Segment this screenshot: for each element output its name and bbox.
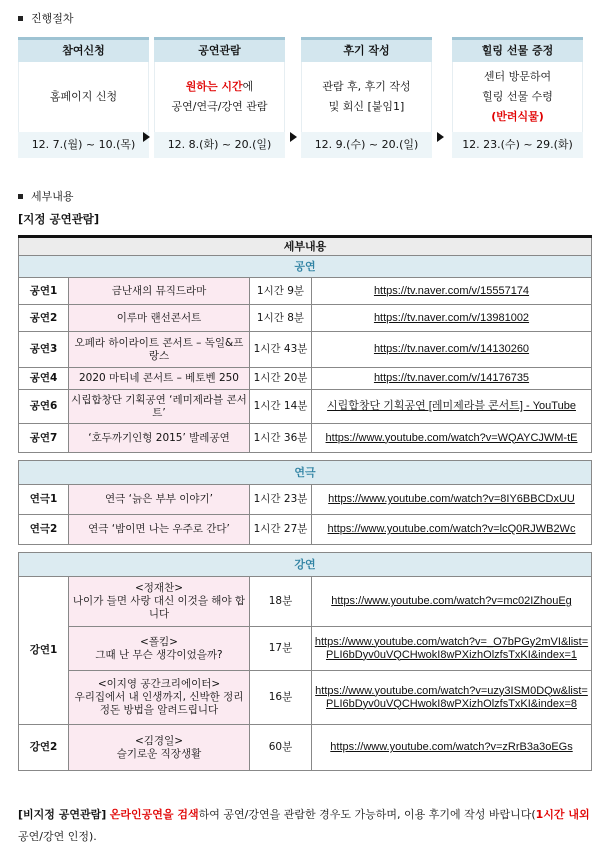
details-table	[18, 235, 592, 771]
video-link[interactable]: https://www.youtube.com/watch?v=8IY6BBCDxUU	[328, 493, 575, 505]
step-date: 12. 9.(수) ~ 20.(일)	[314, 138, 419, 151]
category-lecture: 강연	[19, 553, 592, 577]
step-title: 후기 작성	[301, 37, 432, 62]
table-row: 연극2 연극 ‘밤이면 나는 우주로 간다’ 1시간 27분 https://www.youtube.com/watch?v=lcQ0RJWB2Wc	[19, 515, 592, 545]
video-link[interactable]: https://www.youtube.com/watch?v=mc02IZhouEg	[331, 595, 572, 607]
video-link[interactable]: https://tv.naver.com/v/15557174	[373, 284, 530, 297]
bullet-square-icon	[18, 16, 23, 21]
video-link[interactable]: https://tv.naver.com/v/14130260	[373, 343, 530, 355]
video-link[interactable]: https://tv.naver.com/v/14176735	[373, 372, 530, 384]
video-link[interactable]: https://tv.naver.com/v/13981002	[373, 311, 530, 324]
step-apply	[18, 37, 149, 158]
video-link[interactable]: https://www.youtube.com/watch?v=_O7bPGy2mVI&list=PLI6bDyv0uVQCHwokI8wPXizhOlzfsTxKI&index=1	[314, 635, 589, 661]
step-title: 공연관람	[154, 37, 285, 62]
video-link[interactable]: https://www.youtube.com/watch?v=zRrB3a3oEGs	[330, 741, 573, 753]
step-date: 12. 7.(월) ~ 10.(목)	[31, 138, 136, 151]
details-heading: 세부내용	[18, 188, 74, 204]
table-row: 공연4 2020 마티네 콘서트 – 베토벤 250 1시간 20분 https://tv.naver.com/v/14176735	[19, 368, 592, 390]
video-link[interactable]: https://www.youtube.com/watch?v=uzy3ISM0DQw&list=PLI6bDyv0uVQCHwokI8wPXizhOlzfsTxKI&index=8	[315, 684, 588, 710]
table-row: 강연2 <김경일> 슬기로운 직장생활 60분 https://www.youtube.com/watch?v=zRrB3a3oEGs	[19, 725, 592, 771]
table-row: 공연7 ‘호두까기인형 2015’ 발레공연 1시간 36분 https://www.youtube.com/watch?v=WQAYCJWM-tE	[19, 424, 592, 453]
step-body: 원하는 시간에 공연/연극/강연 관람	[154, 62, 285, 132]
step-title: 참여신청	[18, 37, 149, 62]
table-row: 공연2 이루마 랜선콘서트 1시간 8분 https://tv.naver.com/v/13981002	[19, 305, 592, 332]
step-body: 관람 후, 후기 작성 및 회신 [붙임1]	[301, 62, 432, 132]
table-row: <이지영 공간크리에이터> 우리집에서 내 인생까지, 신박한 정리 정돈 방법을 알려드립니다 16분 https://www.youtube.com/watch?v=uzy3ISM0DQw&list=PLI6bDyv0uVQCHwokI8wPXizhOlzfsTxKI&index=8	[19, 671, 592, 725]
table-row: 공연3 오페라 하이라이트 콘서트 – 독일&프랑스 1시간 43분 https://tv.naver.com/v/14130260	[19, 332, 592, 368]
arrow-right-icon	[437, 132, 444, 142]
arrow-right-icon	[290, 132, 297, 142]
table-row: <폴킴> 그때 난 무슨 생각이었을까? 17분 https://www.youtube.com/watch?v=_O7bPGy2mVI&list=PLI6bDyv0uVQCHwokI8wPXizhOlzfsTxKI&index=1	[19, 627, 592, 671]
bullet-square-icon	[18, 194, 23, 199]
step-body: 홈페이지 신청	[18, 62, 149, 132]
step-review	[301, 37, 432, 158]
step-date: 12. 8.(화) ~ 20.(일)	[167, 138, 272, 151]
video-link[interactable]: 시립합창단 기획공연 [레미제라블 콘서트] - YouTube	[327, 400, 576, 412]
table-row: 공연1 금난새의 뮤직드라마 1시간 9분 https://tv.naver.com/v/15557174	[19, 278, 592, 305]
step-watch	[154, 37, 285, 158]
table-row: 강연1 <정재찬> 나이가 들면 사랑 대신 이것을 해야 합니다 18분 https://www.youtube.com/watch?v=mc02IZhouEg	[19, 577, 592, 627]
designated-subheading: [지정 공연관람]	[18, 212, 100, 226]
process-heading: 진행절차	[18, 10, 74, 26]
table-title: 세부내용	[19, 237, 592, 256]
category-performance: 공연	[19, 256, 592, 278]
table-row: 연극1 연극 ‘늙은 부부 이야기’ 1시간 23분 https://www.youtube.com/watch?v=8IY6BBCDxUU	[19, 485, 592, 515]
video-link[interactable]: https://www.youtube.com/watch?v=lcQ0RJWB2Wc	[327, 523, 576, 535]
video-link[interactable]: https://www.youtube.com/watch?v=WQAYCJWM-tE	[325, 431, 578, 444]
arrow-right-icon	[143, 132, 150, 142]
step-title: 힐링 선물 증정	[452, 37, 583, 62]
step-body: 센터 방문하여 힐링 선물 수령 (반려식물)	[452, 62, 583, 132]
non-designated-note: [비지정 공연관람] 온라인공연을 검색하여 공연/강연을 관람한 경우도 가능하며, 이용 후기에 작성 바랍니다(1시간 내외 공연/강연 인정).	[18, 808, 590, 843]
table-row: 공연6 시립합창단 기획공연 ‘레미제라블 콘서트’ 1시간 14분 시립합창단 기획공연 [레미제라블 콘서트] - YouTube	[19, 390, 592, 424]
category-play: 연극	[19, 461, 592, 485]
step-gift	[452, 37, 583, 158]
step-date: 12. 23.(수) ~ 29.(화)	[462, 138, 573, 151]
